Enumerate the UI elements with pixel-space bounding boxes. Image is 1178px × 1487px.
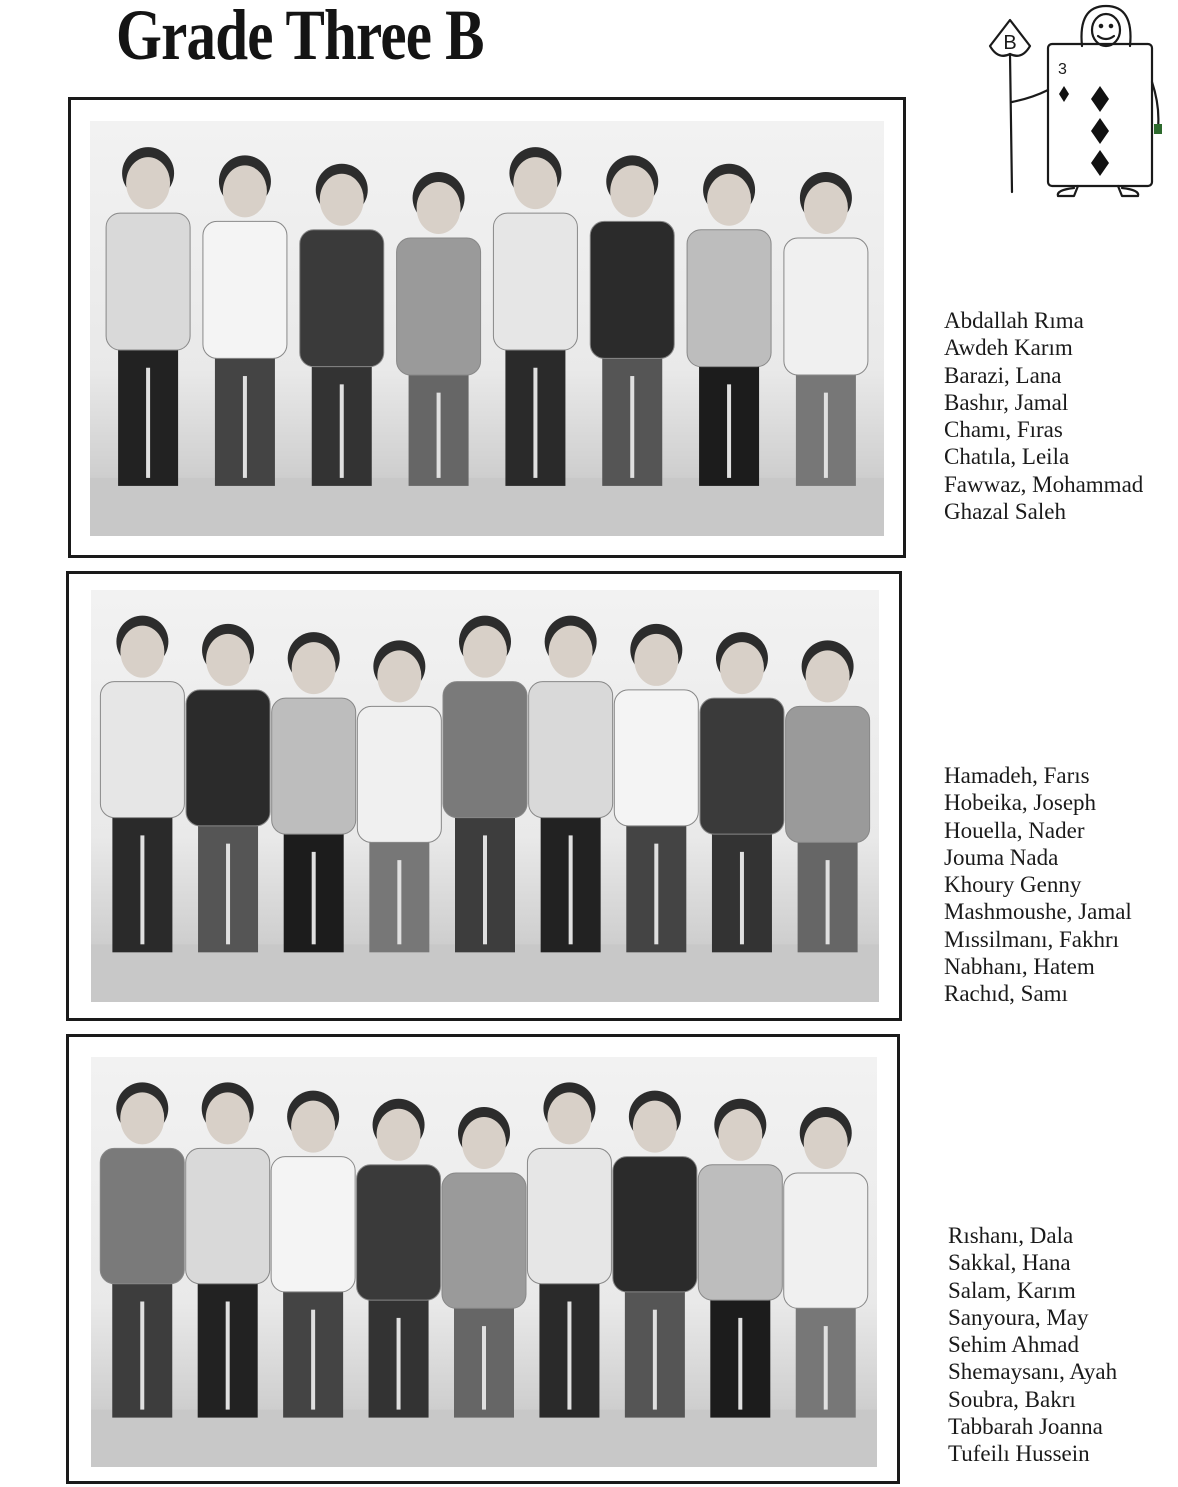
child-figure <box>784 172 868 486</box>
child-figure <box>186 1082 270 1417</box>
class-photo-3 <box>91 1057 877 1467</box>
student-name: Tufeilı Hussein <box>948 1441 1090 1467</box>
class-photo-frame-1 <box>68 97 906 558</box>
child-figure <box>442 1107 526 1418</box>
child-figure <box>687 164 771 486</box>
student-name: Mashmoushe, Jamal <box>944 899 1132 925</box>
name-list-2 <box>944 762 1132 1008</box>
child-figure <box>443 616 527 953</box>
child-figure <box>357 640 441 952</box>
student-name: Awdeh Karım <box>944 335 1073 361</box>
student-name: Nabhanı, Hatem <box>944 954 1095 980</box>
student-name: Rıshanı, Dala <box>948 1223 1074 1248</box>
student-name: Rachıd, Samı <box>944 981 1068 1007</box>
class-photo-2 <box>91 590 879 1002</box>
child-figure <box>100 616 184 953</box>
child-figure <box>397 172 481 486</box>
child-figure <box>106 147 190 486</box>
student-name: Khoury Genny <box>944 872 1082 898</box>
student-name: Houella, Nader <box>944 817 1085 843</box>
child-figure <box>100 1082 184 1417</box>
child-figure <box>186 624 270 952</box>
child-figure <box>698 1099 782 1418</box>
child-figure <box>493 147 577 486</box>
child-figure <box>786 640 870 952</box>
child-figure <box>272 632 356 952</box>
student-name: Tabbarah Joanna <box>948 1414 1103 1440</box>
child-figure <box>784 1107 868 1418</box>
student-name: Chatıla, Leila <box>944 444 1070 470</box>
student-name: Abdallah Rıma <box>944 308 1084 333</box>
student-name: Sehim Ahmad <box>948 1332 1079 1358</box>
student-name: Salam, Karım <box>948 1277 1076 1303</box>
playing-card-character-icon <box>978 2 1178 202</box>
child-figure <box>613 1091 697 1418</box>
student-name: Sakkal, Hana <box>948 1250 1071 1276</box>
student-name: Soubra, Bakrı <box>948 1386 1076 1412</box>
child-figure <box>529 616 613 953</box>
class-photo-frame-2 <box>66 571 902 1021</box>
student-name: Bashır, Jamal <box>944 389 1069 415</box>
child-figure <box>203 155 287 486</box>
student-name: Chamı, Fıras <box>944 417 1063 443</box>
name-list-1 <box>944 307 1143 525</box>
student-name: Fawwaz, Mohammad <box>944 471 1144 497</box>
child-figure <box>614 624 698 952</box>
student-name: Jouma Nada <box>944 844 1059 870</box>
student-name: Barazi, Lana <box>944 362 1062 388</box>
child-figure <box>590 155 674 486</box>
student-name: Ghazal Saleh <box>944 499 1066 525</box>
student-name: Hobeika, Joseph <box>944 790 1097 816</box>
class-photo-1 <box>90 121 884 536</box>
student-name: Hamadeh, Farıs <box>944 763 1090 788</box>
class-photo-frame-3 <box>66 1034 900 1484</box>
flag-letter: B <box>1003 32 1017 54</box>
child-figure <box>527 1082 611 1417</box>
student-name: Shemaysanı, Ayah <box>948 1359 1118 1385</box>
student-name: Mıssilmanı, Fakhrı <box>944 926 1120 952</box>
student-name: Sanyoura, May <box>948 1304 1089 1330</box>
child-figure <box>357 1099 441 1418</box>
child-figure <box>700 632 784 952</box>
name-list-3 <box>948 1222 1117 1468</box>
child-figure <box>300 164 384 486</box>
card-rank: 3 <box>1058 61 1067 78</box>
page-title: Grade Three B <box>116 0 484 75</box>
child-figure <box>271 1091 355 1418</box>
